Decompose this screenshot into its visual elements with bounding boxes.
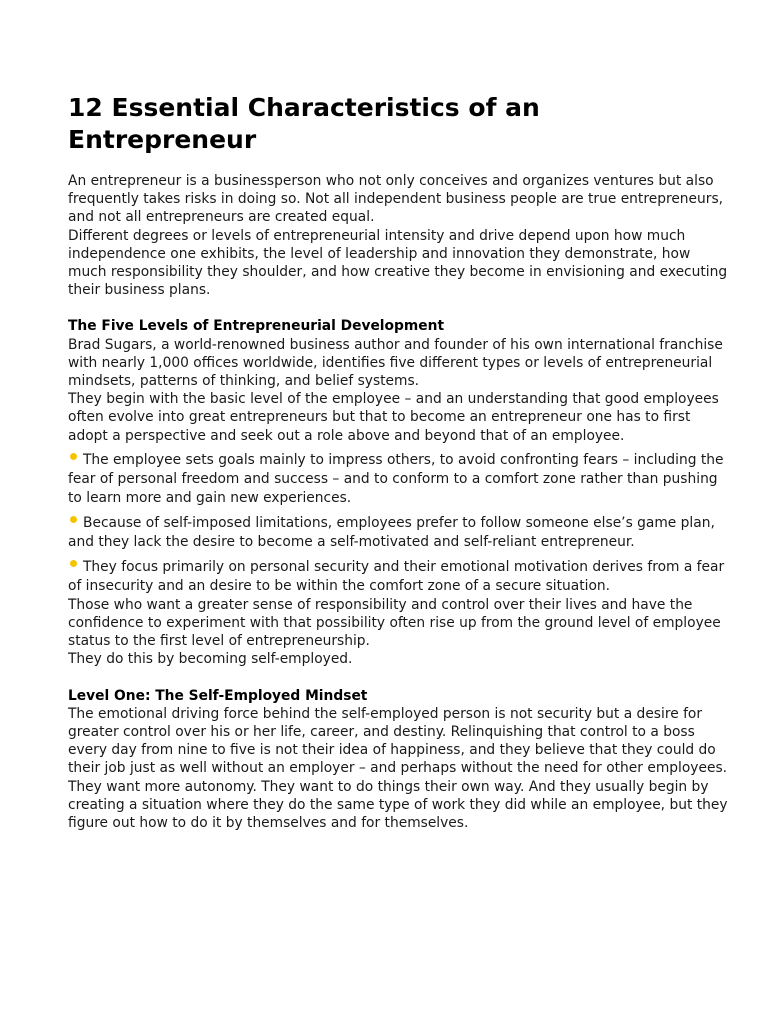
body-paragraph: They begin with the basic level of the employee – and an understanding that good employees often evolve into great entrepreneurs but that to become an entrepreneur one has to first adopt a perspective and seek out a role above and beyond that of an employee. (68, 391, 719, 444)
bullet-dot-icon (70, 453, 77, 460)
intro-section (68, 172, 728, 299)
section-heading: Level One: The Self-Employed Mindset (68, 687, 368, 704)
section-level-one (68, 687, 728, 833)
bullet-text: They focus primarily on personal security and their emotional motivation derives from a fear of insecurity and an desire to be within the comfort zone of a secure situation. (68, 558, 725, 594)
body-paragraph: They do this by becoming self-employed. (68, 651, 353, 668)
bullet-list (68, 451, 728, 596)
bullet-dot-icon (70, 560, 77, 567)
bullet-item (68, 451, 728, 508)
document-title: 12 Essential Characteristics of an Entrepreneur (68, 93, 540, 154)
bullet-item (68, 514, 728, 552)
bullet-text: The employee sets goals mainly to impress others, to avoid confronting fears – including the fear of personal freedom and success – and to conform to a comfort zone rather than pushing to learn more and gain new experiences. (68, 451, 724, 506)
bullet-item (68, 558, 728, 596)
section-heading: The Five Levels of Entrepreneurial Development (68, 318, 445, 335)
body-paragraph: Brad Sugars, a world-renowned business author and founder of his own international franchise with nearly 1,000 offices worldwide, identifies five different types or levels of entrepreneurial mindsets, patterns of thinking, and belief systems. (68, 336, 723, 390)
bullet-text: Because of self-imposed limitations, employees prefer to follow someone else’s game plan, and they lack the desire to become a self-motivated and self-reliant entrepreneur. (68, 514, 715, 550)
body-paragraph: Those who want a greater sense of responsibility and control over their lives and have the confidence to experiment with that possibility often rise up from the ground level of employee status to the first level of entrepreneurship. (68, 596, 721, 650)
intro-paragraph: Different degrees or levels of entrepreneurial intensity and drive depend upon how much independence one exhibits, the level of leadership and innovation they demonstrate, how much responsibility they shoulder, and how creative they become in envisioning and executing their business plans. (68, 227, 728, 299)
intro-paragraph: An entrepreneur is a businessperson who not only conceives and organizes ventures but also frequently takes risks in doing so. Not all independent business people are true entrepreneurs, and not all entrepreneurs are created equal. (68, 173, 724, 226)
body-paragraph: The emotional driving force behind the self-employed person is not security but a desire for greater control over his or her life, career, and destiny. Relinquishing that control to a boss every day from nine to five is not their idea of happiness, and they believe that they could do their job just as well without an employer – and perhaps without the need for other employees. They want more autonomy. They want to do things their own way. And they usually begin by creating a situation where they do the same type of work they did while an employee, but they figure out how to do it by themselves and for themselves. (68, 705, 728, 832)
bullet-dot-icon (70, 516, 77, 523)
section-five-levels (68, 317, 728, 668)
